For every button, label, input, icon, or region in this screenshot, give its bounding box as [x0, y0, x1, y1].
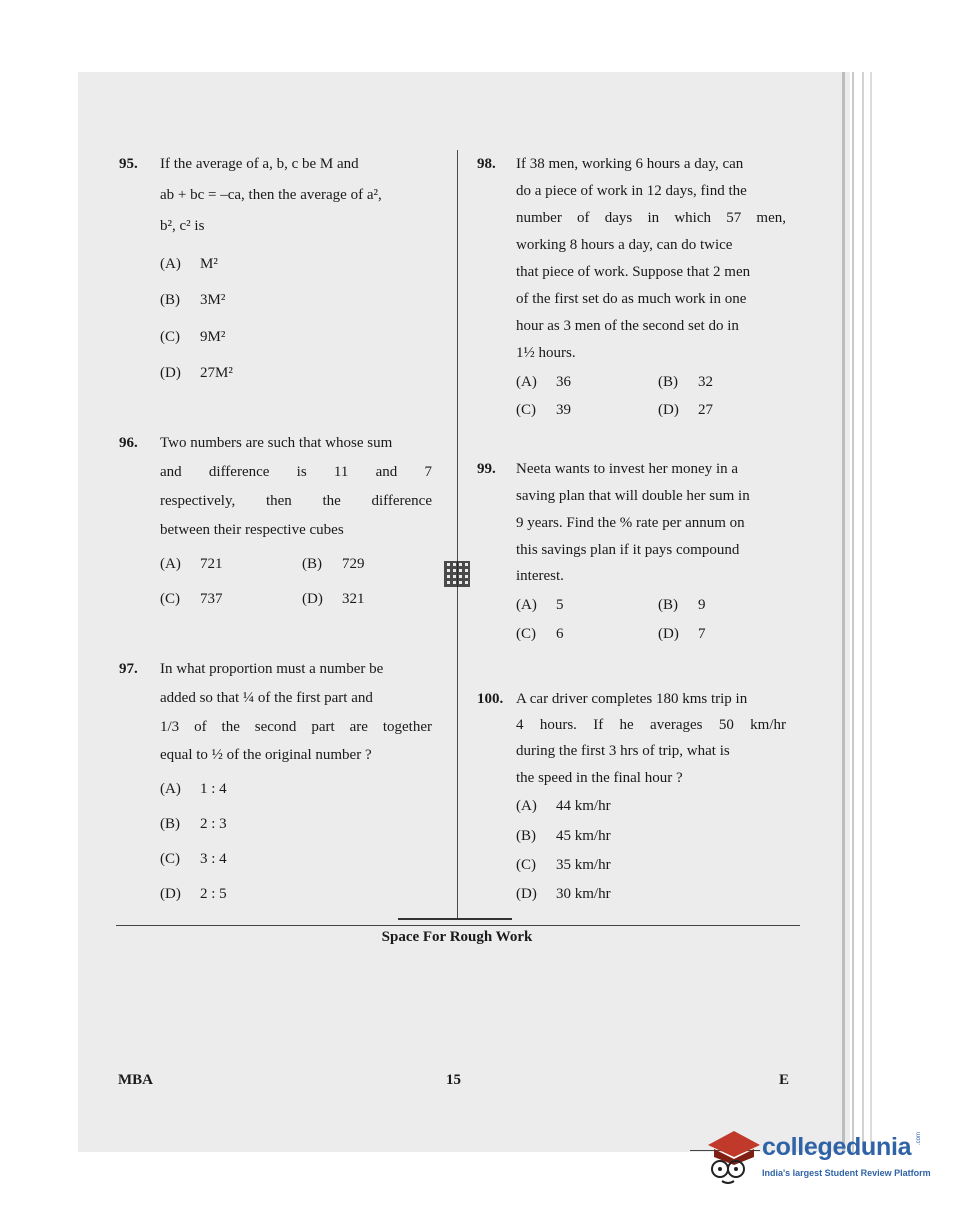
option: (D) 27: [658, 402, 713, 418]
divider-line: [116, 925, 800, 926]
option: (B) 2 : 3: [160, 816, 227, 832]
question-line: If 38 men, working 6 hours a day, can: [516, 156, 744, 172]
option: (B) 9: [658, 597, 706, 613]
question-line: this savings plan if it pays compound: [516, 542, 740, 558]
mascot-icon: [700, 1125, 762, 1187]
option: (B) 45 km/hr: [516, 828, 611, 844]
logo-suffix: .com: [916, 1131, 922, 1145]
page-edge: [870, 72, 872, 1152]
question-line: Neeta wants to invest her money in a: [516, 461, 739, 477]
page-edge: [842, 72, 845, 1152]
question-line: that piece of work. Suppose that 2 men: [516, 264, 751, 280]
question-line: of the first set do as much work in one: [516, 291, 747, 307]
option: (A) 5: [516, 597, 564, 613]
question-line: saving plan that will double her sum in: [516, 488, 750, 504]
page-edge: [852, 72, 854, 1152]
option: (A) 721: [160, 556, 223, 572]
option: (C) 9M²: [160, 329, 226, 345]
option: (B) 729: [302, 556, 365, 572]
logo-name: collegedunia: [762, 1133, 912, 1161]
option: (D) 321: [302, 591, 365, 607]
option: (C) 737: [160, 591, 223, 607]
option: (A) 1 : 4: [160, 781, 227, 797]
option: (C) 35 km/hr: [516, 857, 611, 873]
question-line: A car driver completes 180 kms trip in: [516, 691, 748, 707]
option: (C) 39: [516, 402, 571, 418]
option: (C) 6: [516, 626, 564, 642]
page-edge: [862, 72, 864, 1152]
question-number: 95.: [119, 156, 138, 172]
question-line: 9 years. Find the % rate per annum on: [516, 515, 745, 531]
option: (D) 7: [658, 626, 706, 642]
question-line: If the average of a, b, c be M and: [160, 156, 359, 172]
page-number: 15: [446, 1072, 461, 1088]
option: (D) 2 : 5: [160, 886, 227, 902]
question-line: do a piece of work in 12 days, find the: [516, 183, 747, 199]
option: (A) M²: [160, 256, 218, 272]
collegedunia-logo[interactable]: [700, 1125, 930, 1195]
question-line: working 8 hours a day, can do twice: [516, 237, 733, 253]
question-line: and difference is 11 and 7: [160, 464, 432, 480]
question-line: b², c² is: [160, 218, 205, 234]
question-line: hour as 3 men of the second set do in: [516, 318, 739, 334]
divider-line: [398, 918, 512, 920]
option: (A) 36: [516, 374, 571, 390]
question-number: 97.: [119, 661, 138, 677]
question-line: number of days in which 57 men,: [516, 210, 786, 226]
question-number: 100.: [477, 691, 504, 707]
question-line: interest.: [516, 568, 564, 584]
question-number: 96.: [119, 435, 138, 451]
option: (D) 27M²: [160, 365, 233, 381]
question-line: 4 hours. If he averages 50 km/hr: [516, 717, 786, 733]
question-number: 98.: [477, 156, 496, 172]
rough-work-label: Space For Rough Work: [381, 929, 533, 945]
column-divider: [457, 150, 458, 920]
question-line: Two numbers are such that whose sum: [160, 435, 393, 451]
question-line: respectively, then the difference: [160, 493, 432, 509]
question-line: 1/3 of the second part are together: [160, 719, 432, 735]
question-line: ab + bc = –ca, then the average of a²,: [160, 187, 382, 203]
option: (B) 3M²: [160, 292, 226, 308]
question-line: equal to ½ of the original number ?: [160, 747, 372, 763]
footer-left: MBA: [118, 1072, 153, 1088]
option: (D) 30 km/hr: [516, 886, 611, 902]
question-line: 1½ hours.: [516, 345, 576, 361]
logo-tagline: India's largest Student Review Platform: [762, 1168, 931, 1178]
question-line: the speed in the final hour ?: [516, 770, 683, 786]
qr-code-icon: [444, 561, 470, 587]
option: (B) 32: [658, 374, 713, 390]
option: (A) 44 km/hr: [516, 798, 611, 814]
question-line: between their respective cubes: [160, 522, 344, 538]
question-line: In what proportion must a number be: [160, 661, 384, 677]
footer-right: E: [779, 1072, 790, 1088]
option: (C) 3 : 4: [160, 851, 227, 867]
question-line: added so that ¼ of the first part and: [160, 690, 373, 706]
question-number: 99.: [477, 461, 496, 477]
question-line: during the first 3 hrs of trip, what is: [516, 743, 730, 759]
